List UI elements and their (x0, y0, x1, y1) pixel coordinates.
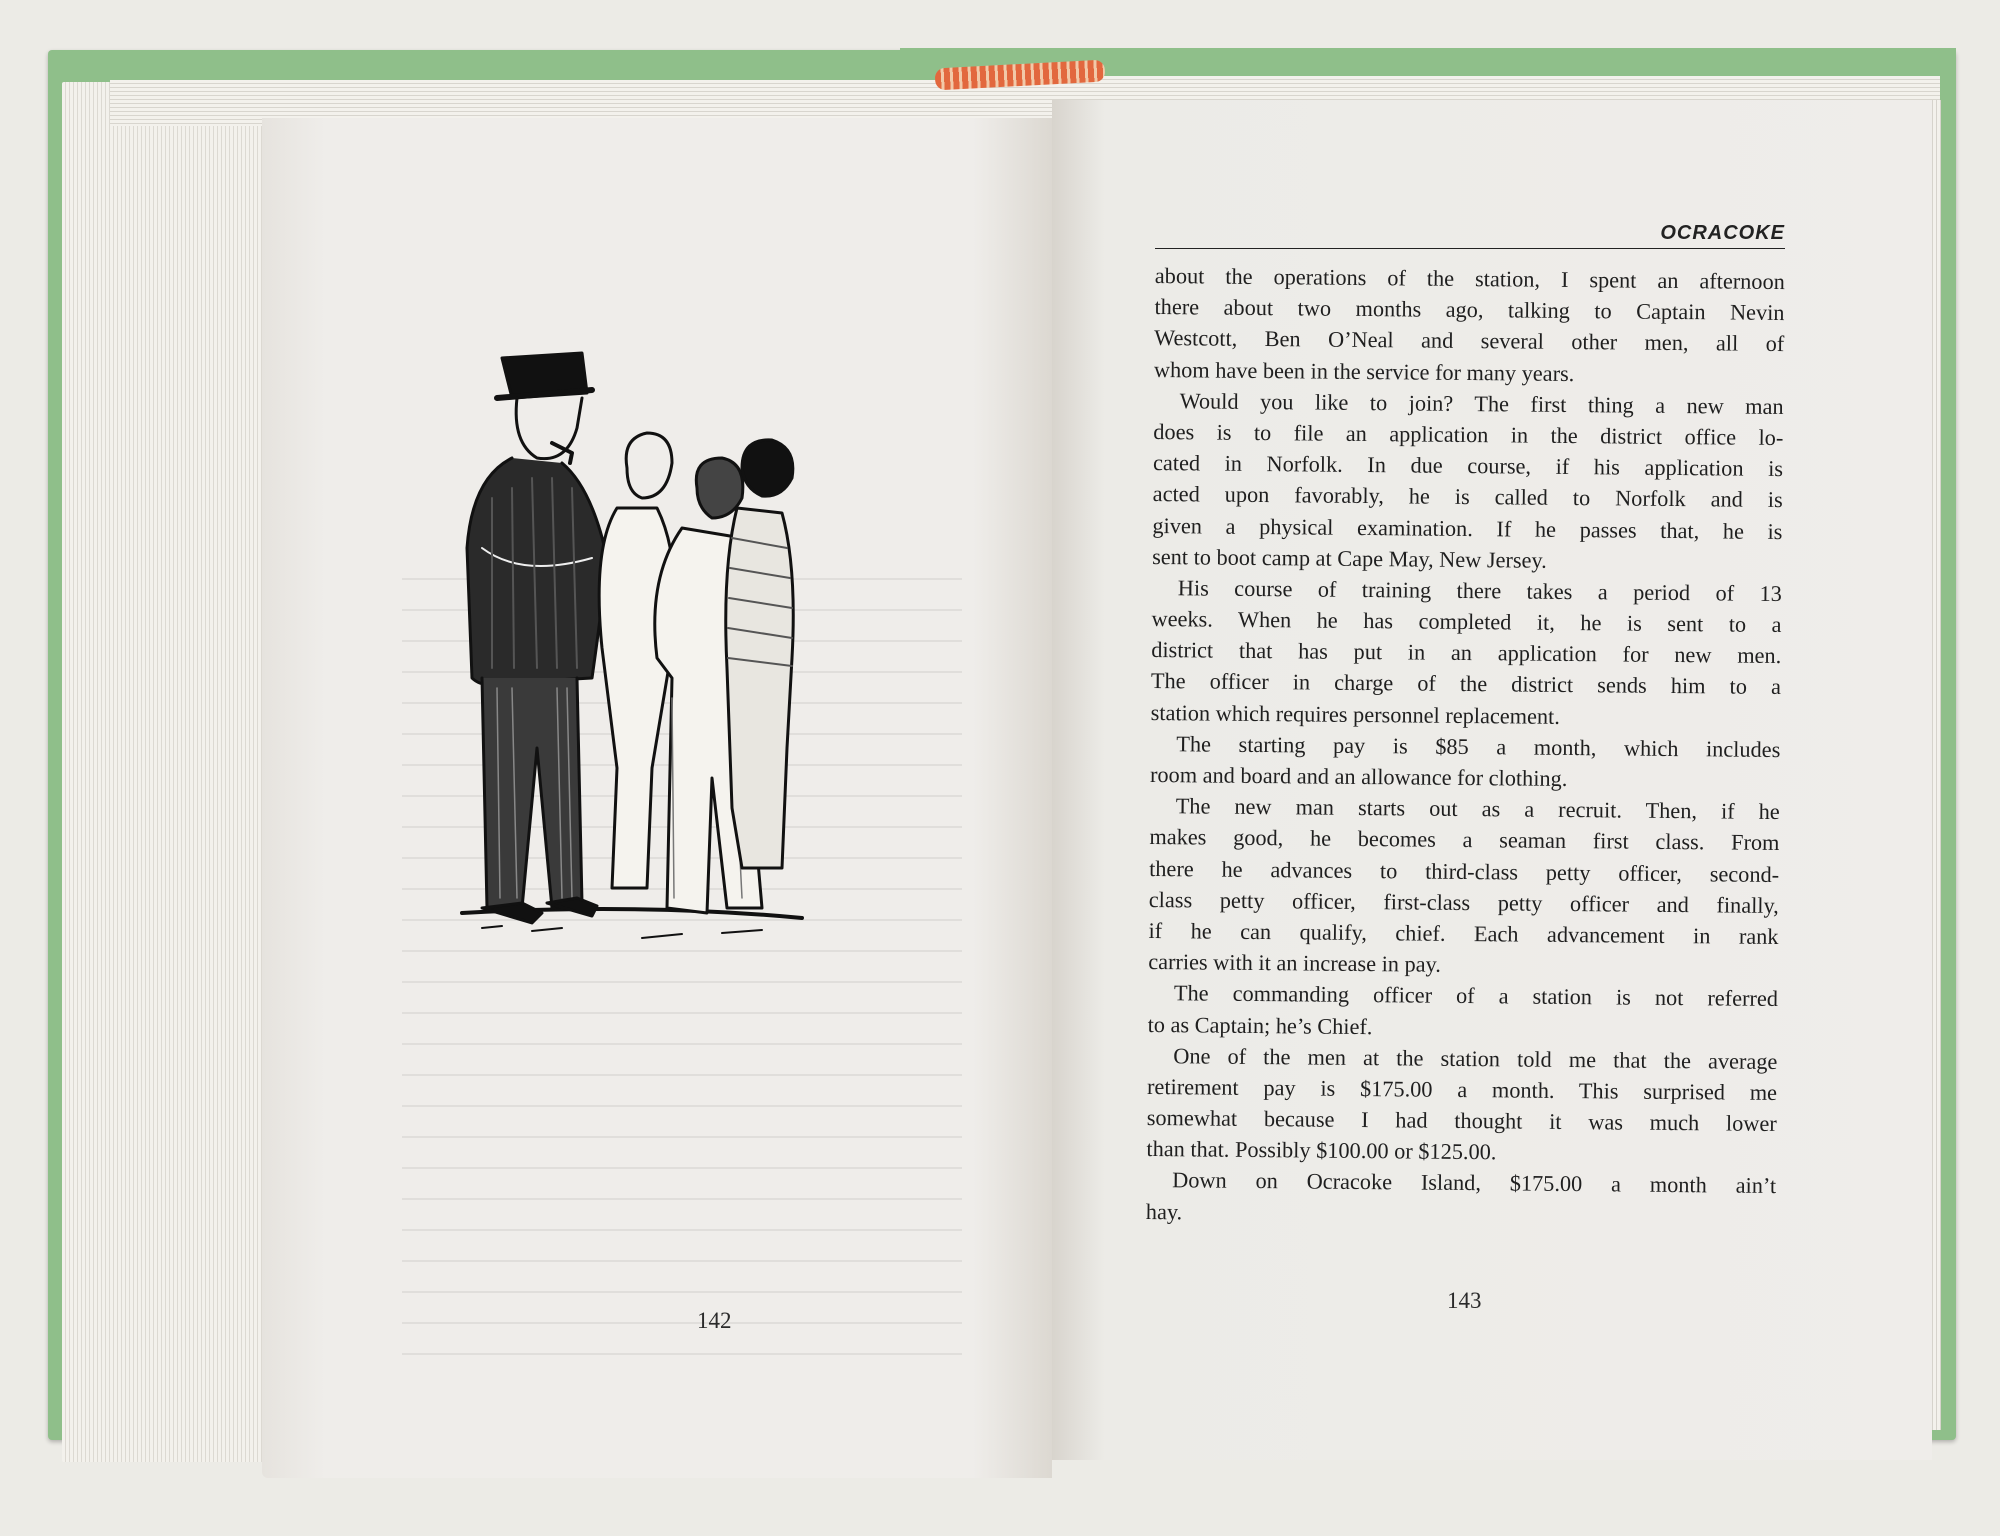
text-line: The officer in charge of the district sends him to a (1150, 668, 1782, 700)
header-rule (1155, 248, 1785, 249)
text-line: Down on Ocracoke Island, $175.00 a month ain’t (1172, 1167, 1777, 1199)
left-page-edges (62, 82, 282, 1462)
page-number-right: 143 (1447, 1288, 1482, 1313)
text-line: weeks. When he has completed it, he is sent to a (1151, 606, 1782, 638)
text-line: to as Captain; he’s Chief. (1147, 1011, 1373, 1039)
text-line: One of the men at the station told me that the average (1173, 1042, 1778, 1074)
text-line: there about two months ago, talking to Captain Nevin (1154, 294, 1785, 326)
text-line: station which requires personnel replacement. (1150, 699, 1561, 729)
text-line: if he can qualify, chief. Each advancement in rank (1148, 917, 1779, 949)
text-line: retirement pay is $175.00 a month. This surprised me (1146, 1073, 1778, 1105)
text-line: makes good, he becomes a seaman first class. From (1149, 824, 1780, 856)
text-line: given a physical examination. If he passes that, he is (1152, 512, 1783, 544)
text-line: Westcott, Ben O’Neal and several other men, all of (1154, 325, 1785, 357)
text-line: sent to boot camp at Cape May, New Jersey. (1152, 543, 1547, 573)
body-text (1146, 260, 1785, 1233)
text-line: class petty officer, first-class petty officer and finally, (1148, 886, 1779, 918)
text-line: acted upon favorably, he is called to Norfolk and is (1152, 481, 1783, 513)
text-line: The commanding officer of a station is not referred (1173, 980, 1779, 1012)
text-line: The starting pay is $85 a month, which includes (1176, 731, 1781, 762)
text-line: The new man starts out as a recruit. Then, if he (1175, 793, 1780, 825)
text-line: there he advances to third-class petty officer, second- (1149, 855, 1780, 887)
text-line: His course of training there takes a period of 13 (1177, 575, 1782, 606)
text-line: whom have been in the service for many years. (1153, 356, 1575, 386)
text-line: does is to file an application in the district office lo- (1153, 418, 1784, 450)
text-line: than that. Possibly $100.00 or $125.00. (1146, 1136, 1497, 1165)
page-number-left: 142 (697, 1308, 732, 1333)
text-line: Would you like to join? The first thing a new man (1179, 387, 1784, 419)
text-line: carries with it an increase in pay. (1148, 949, 1441, 977)
text-line: hay. (1145, 1198, 1183, 1224)
text-line: about the operations of the station, I spent an afternoon (1154, 262, 1785, 295)
text-line: somewhat because I had thought it was much lower (1146, 1105, 1777, 1137)
text-line: district that has put in an application for new men. (1151, 637, 1782, 669)
coast-guard-officer-with-boys-illustration (442, 348, 822, 948)
text-line: room and board and an allowance for clothing. (1149, 761, 1568, 791)
left-page (262, 118, 1052, 1478)
text-line: cated in Norfolk. In due course, if his application is (1152, 450, 1784, 482)
running-head: OCRACOKE (1660, 222, 1785, 244)
right-page (1052, 100, 1932, 1460)
